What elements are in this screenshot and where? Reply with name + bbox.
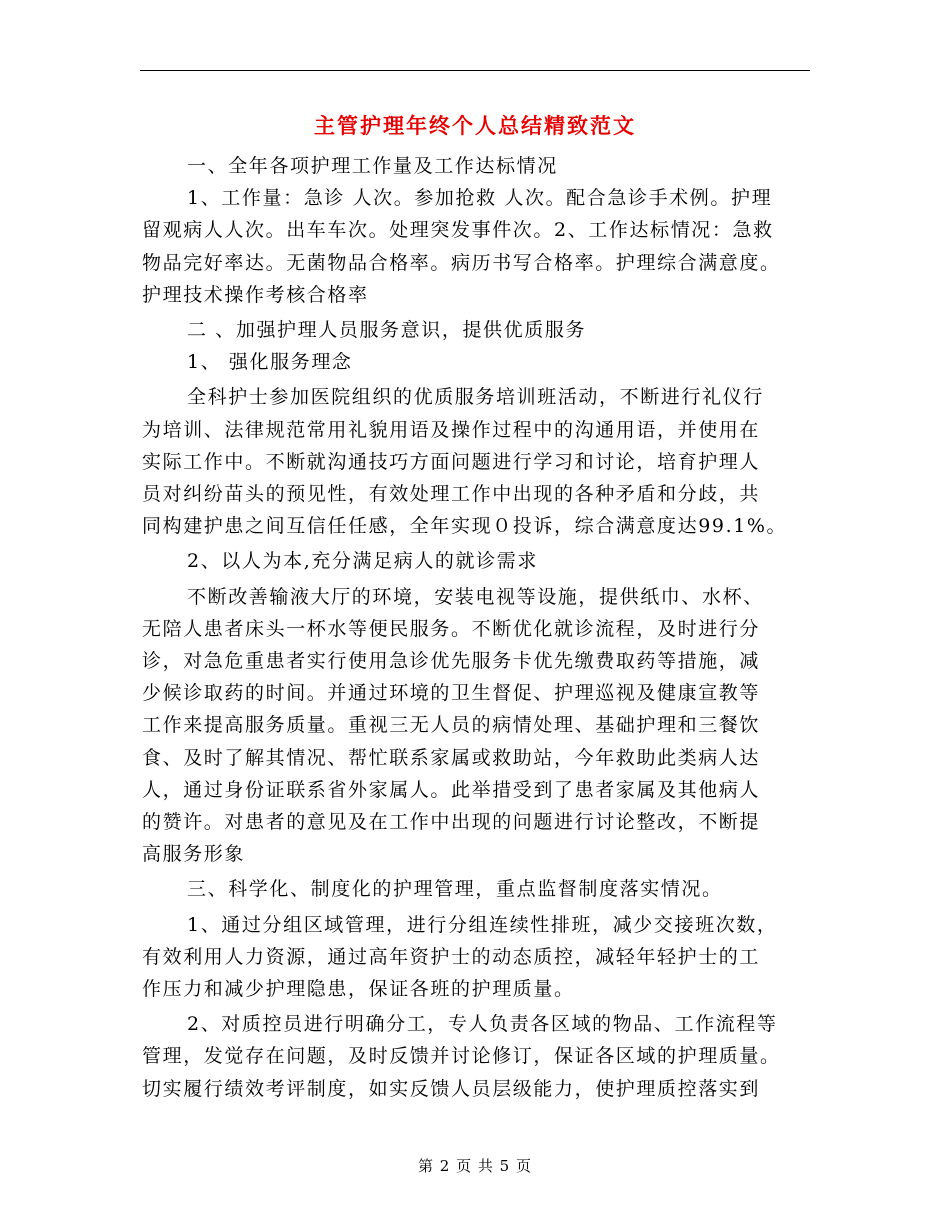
text-line: 实际工作中。不断就沟通技巧方面问题进行学习和讨论，培育护理人	[142, 450, 761, 473]
page-number: 第 2 页 共 5 页	[418, 1157, 532, 1175]
text-line: 切实履行绩效考评制度，如实反馈人员层级能力，使护理质控落实到	[142, 1077, 761, 1100]
text-line: 无陪人患者床头一杯水等便民服务。不断优化就诊流程，及时进行分	[142, 617, 761, 640]
text-line: 同构建护患之间互信任任感，全年实现０投诉，综合满意度达99.1%。	[142, 515, 788, 538]
heading-section-3: 三、科学化、制度化的护理管理，重点监督制度落实情况。	[187, 878, 723, 901]
text-line: 诊，对急危重患者实行使用急诊优先服务卡优先缴费取药等措施，减	[142, 650, 761, 673]
text-line: 物品完好率达。无菌物品合格率。病历书写合格率。护理综合满意度。	[142, 251, 781, 274]
text-line: 1、工作量：急诊 人次。参加抢救 人次。配合急诊手术例。护理	[187, 187, 773, 210]
text-line: 2、对质控员进行明确分工，专人负责各区域的物品、工作流程等	[187, 1013, 778, 1036]
text-line: 少候诊取药的时间。并通过环境的卫生督促、护理巡视及健康宣教等	[142, 682, 761, 705]
text-line: 食、及时了解其情况、帮忙联系家属或救助站，今年救助此类病人达	[142, 746, 761, 769]
text-line: 工作来提高服务质量。重视三无人员的病情处理、基础护理和三餐饮	[142, 714, 761, 737]
text-line: 不断改善输液大厅的环境，安装电视等设施，提供纸巾、水杯、	[187, 585, 764, 608]
text-line: 有效利用人力资源，通过高年资护士的动态质控，减轻年轻护士的工	[142, 945, 761, 968]
heading-section-2: 二 、加强护理人员服务意识，提供优质服务	[187, 319, 587, 342]
document-body	[142, 150, 810, 1105]
text-line: 全科护士参加医院组织的优质服务培训班活动，不断进行礼仪行	[187, 386, 764, 409]
heading-section-1: 一、全年各项护理工作量及工作达标情况	[187, 155, 558, 177]
document-title: 主管护理年终个人总结精致范文	[314, 114, 636, 138]
text-line: 留观病人人次。出车车次。处理突发事件次。2、工作达标情况：急救	[142, 219, 774, 242]
text-line: 1、通过分组区域管理，进行分组连续性排班，减少交接班次数，	[187, 913, 778, 936]
text-line: 人，通过身份证联系省外家属人。此举措受到了患者家属及其他病人	[142, 778, 761, 801]
text-line: 员对纠纷苗头的预见性，有效处理工作中出现的各种矛盾和分歧，共	[142, 483, 761, 506]
subheading-2-1: 1、 强化服务理念	[187, 351, 353, 374]
text-line: 护理技术操作考核合格率	[142, 283, 369, 306]
text-line: 的赞许。对患者的意见及在工作中出现的问题进行讨论整改，不断提	[142, 811, 761, 834]
subheading-2-2: 2、以人为本,充分满足病人的就诊需求	[187, 550, 538, 573]
text-line: 作压力和减少护理隐患，保证各班的护理质量。	[142, 978, 575, 1001]
text-line: 高服务形象	[142, 843, 246, 866]
header-rule	[140, 70, 810, 71]
text-line: 为培训、法律规范常用礼貌用语及操作过程中的沟通用语，并使用在	[142, 418, 761, 441]
text-line: 管理，发觉存在问题，及时反馈并讨论修订，保证各区域的护理质量。	[142, 1045, 781, 1068]
